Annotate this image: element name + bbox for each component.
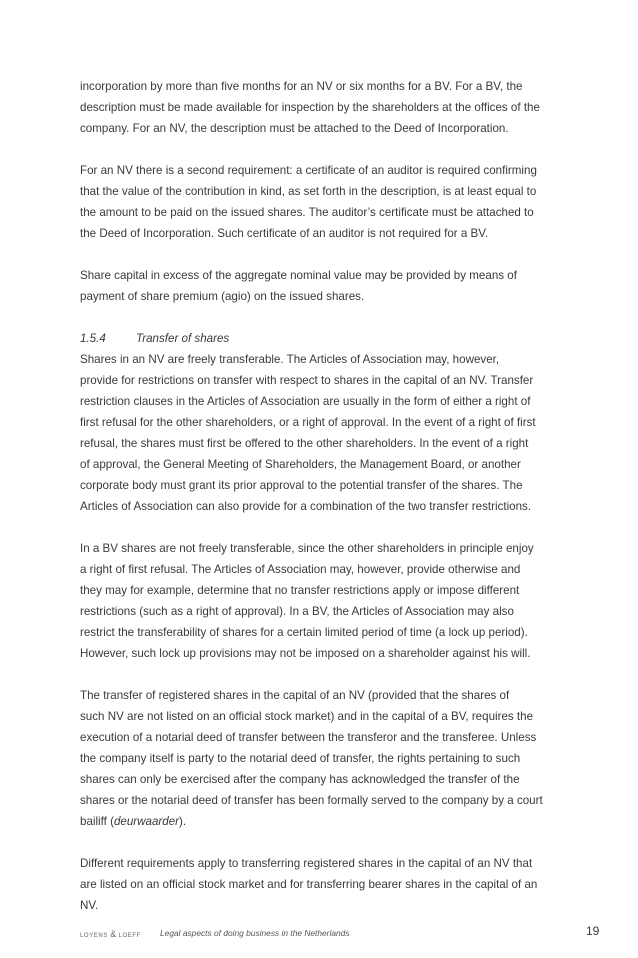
brand-name-left: LOYENS [80, 933, 108, 939]
text-line: corporate body must grant its prior approval to the potential transfer of the shares. The [80, 479, 523, 492]
text-line: refusal, the shares must first be offered to the other shareholders. In the event of a right [80, 437, 529, 450]
text-line: provide for restrictions on transfer with respect to shares in the capital of an NV. Transfer [80, 374, 534, 387]
text-line: a right of first refusal. The Articles of Association may, however, provide otherwise and [80, 563, 521, 576]
text-line: the company itself is party to the notarial deed of transfer, the rights pertaining to such [80, 752, 521, 765]
text-line: Share capital in excess of the aggregate nominal value may be provided by means of [80, 269, 517, 282]
brand-ampersand: & [110, 929, 117, 939]
text-line: restrict the transferability of shares for a certain limited period of time (a lock up period). [80, 626, 528, 639]
text-line: shares can only be exercised after the company has acknowledged the transfer of the [80, 773, 520, 786]
paragraph-6 [80, 685, 572, 832]
brand-name-right: LOEFF [118, 933, 141, 939]
text-line: they may for example, determine that no transfer restrictions apply or impose different [80, 584, 520, 597]
text-run: ). [179, 815, 187, 828]
text-line: shares or the notarial deed of transfer has been formally served to the company by a court [80, 794, 543, 807]
text-line: However, such lock up provisions may not be imposed on a shareholder against his will. [80, 647, 531, 660]
text-line: Articles of Association can also provide for a combination of the two transfer restrictions. [80, 500, 532, 513]
paragraph-1 [80, 76, 572, 139]
page-footer [80, 924, 600, 943]
paragraph-3 [80, 265, 572, 307]
text-line: payment of share premium (agio) on the issued shares. [80, 290, 365, 303]
text-line: of approval, the General Meeting of Shareholders, the Management Board, or another [80, 458, 521, 471]
paragraph-5 [80, 538, 572, 664]
paragraph-2 [80, 160, 572, 244]
text-line: For an NV there is a second requirement: a certificate of an auditor is required confirming [80, 164, 537, 177]
footer-title: Legal aspects of doing business in the Netherlands [160, 928, 350, 938]
text-line: restriction clauses in the Articles of Association are usually in the form of either a right of [80, 395, 531, 408]
section-number: 1.5.4 [80, 332, 106, 345]
text-line: description must be made available for inspection by the shareholders at the offices of the [80, 101, 540, 114]
text-line: Different requirements apply to transferring registered shares in the capital of an NV that [80, 857, 533, 870]
section-transfer-of-shares [80, 328, 572, 517]
section-title: Transfer of shares [136, 332, 230, 345]
text-line: that the value of the contribution in kind, as set forth in the description, is at least equal to [80, 185, 537, 198]
brand-logo [80, 929, 141, 939]
page-number: 19 [586, 924, 600, 938]
text-line: NV. [80, 899, 99, 912]
text-line: such NV are not listed on an official stock market) and in the capital of a BV, requires the [80, 710, 534, 723]
text-line: first refusal for the other shareholders, or a right of approval. In the event of a right of first [80, 416, 536, 429]
text-line: In a BV shares are not freely transferable, since the other shareholders in principle enjoy [80, 542, 534, 555]
text-line [80, 811, 572, 832]
text-line: execution of a notarial deed of transfer between the transferor and the transferee. Unless [80, 731, 537, 744]
paragraph-7 [80, 853, 572, 916]
text-line: the amount to be paid on the issued shares. The auditor’s certificate must be attached to [80, 206, 534, 219]
body-text [80, 76, 572, 937]
text-line: restrictions (such as a right of approval). In a BV, the Articles of Association may also [80, 605, 514, 618]
text-line: Shares in an NV are freely transferable. The Articles of Association may, however, [80, 353, 500, 366]
text-line: incorporation by more than five months for an NV or six months for a BV. For a BV, the [80, 80, 523, 93]
text-line: are listed on an official stock market and for transferring bearer shares in the capital of an [80, 878, 538, 891]
text-line: The transfer of registered shares in the capital of an NV (provided that the shares of [80, 689, 510, 702]
italic-term: deurwaarder [113, 815, 180, 828]
text-line: the Deed of Incorporation. Such certificate of an auditor is not required for a BV. [80, 227, 489, 240]
section-heading [80, 328, 572, 349]
text-line: company. For an NV, the description must be attached to the Deed of Incorporation. [80, 122, 509, 135]
text-run: bailiff ( [80, 815, 114, 828]
